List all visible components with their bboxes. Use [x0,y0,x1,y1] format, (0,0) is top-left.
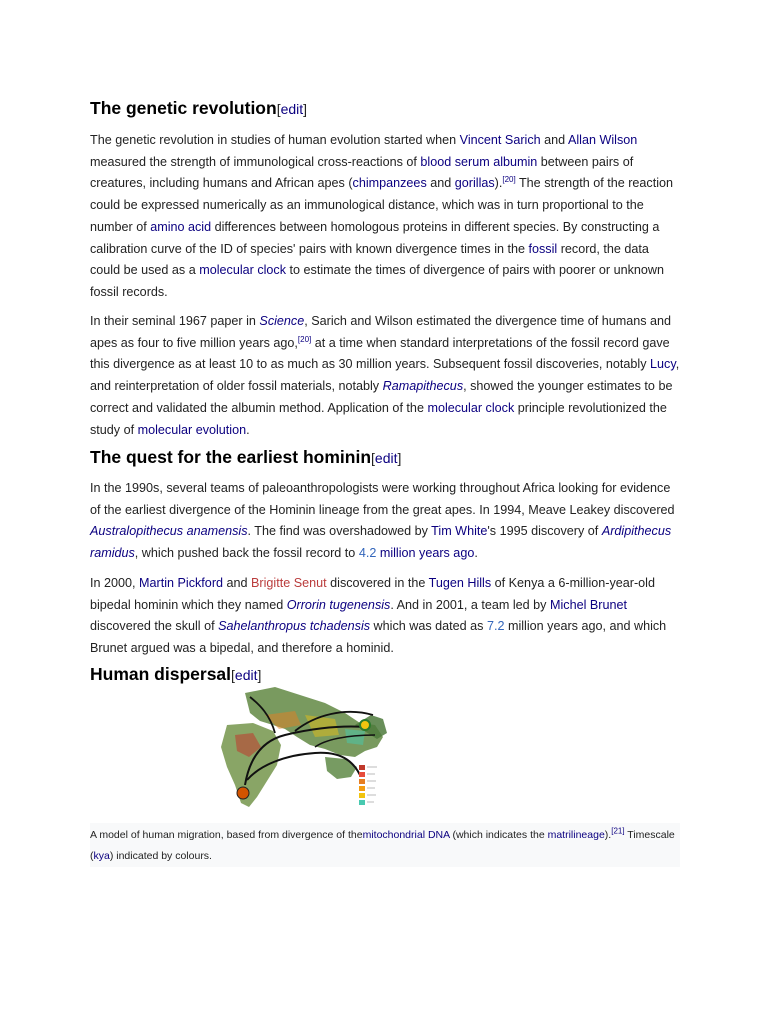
figure-caption: A model of human migration, based from divergence of themitochondrial DNA (which indicates the matrilineage).[21] Timescale (kya) indicated by colours. [90,823,680,867]
link-blood-serum-albumin[interactable]: blood serum albumin [420,154,538,169]
link-molecular-clock[interactable]: molecular clock [427,400,515,415]
reference-20[interactable]: [20] [297,334,312,344]
east-marker [360,720,370,730]
link-kya[interactable]: kya [93,850,110,862]
map-land-se-asia [325,757,357,779]
edit-section-link[interactable]: [edit] [231,667,262,683]
heading-text: The genetic revolution [90,98,277,118]
link-chimpanzees[interactable]: chimpanzees [352,176,427,191]
paragraph-quest-1: In the 1990s, several teams of paleoanthropologists were working throughout Africa looking for evidence of the earliest divergence of the Hominin lineage from the great apes. In 1994, Meave Leakey discovered Australopithecus anamensis. The find was overshadowed by Tim White's 1995 discovery of Ardipithecus ramidus, which pushed back the fossil record to 4.2 million years ago. [90,481,675,561]
link-australopithecus-anamensis[interactable]: Australopithecus anamensis [90,524,248,539]
legend-swatch-3 [359,779,365,784]
link-tim-white[interactable]: Tim White [431,524,488,539]
edit-section-link[interactable]: [edit] [371,450,402,466]
link-ardipithecus-ramidus[interactable]: Ardipithecus ramidus [90,524,672,561]
link-sahelanthropus-tchadensis[interactable]: Sahelanthropus tchadensis [218,619,371,634]
legend-swatch-5 [359,793,365,798]
section-heading-human-dispersal [90,663,261,686]
paragraph-genetic-2: In their seminal 1967 paper in Science, Sarich and Wilson estimated the divergence time of humans and apes as four to five million years ago,[20] at a time when standard interpretations of the fossil record gave this divergence as at least 10 to as much as 30 million years. Subsequent fossil discoveries, notably Lucy, and reinterpretation of older fossil materials, notably Ramapithecus, showed the younger estimates to be correct and validated the albumin method. Application of the molecular clock principle revolutionized the study of molecular evolution. [90,314,680,437]
link-million-years-ago[interactable]: million years ago [379,546,475,561]
link-4-2[interactable]: 4.2 [358,546,377,561]
link-allan-wilson[interactable]: Allan Wilson [567,133,638,147]
migration-map-image[interactable] [205,685,390,820]
section-heading-earliest-hominin [90,446,401,469]
link-martin-pickford[interactable]: Martin Pickford [139,576,224,590]
link-ramapithecus[interactable]: Ramapithecus [382,379,464,394]
legend-swatch-4 [359,786,365,791]
link-gorillas[interactable]: gorillas [454,176,495,191]
link-tugen-hills[interactable]: Tugen Hills [428,576,492,590]
heading-text: The quest for the earliest hominin [90,447,372,467]
legend-swatch-2 [359,772,365,777]
paragraph-genetic-1: The genetic revolution in studies of human evolution started when Vincent Sarich and Allan Wilson measured the strength of immunological cross-reactions of blood serum albumin between pairs of creatures, including humans and African apes (chimpanzees and gorillas).[20] The strength of the reaction could be expressed numerically as an immunological distance, which was in turn proportional to the number of amino acid differences between homologous proteins in different species. By constructing a calibration curve of the ID of species' pairs with known divergence times in the fossil record, the data could be used as a molecular clock to estimate the times of divergence of pairs with poorer or unknown fossil records. [90,133,674,299]
migration-map-icon [205,685,390,820]
heading-text: Human dispersal [90,664,232,684]
link-orrorin-tugenensis[interactable]: Orrorin tugenensis [286,597,391,612]
reference-21[interactable]: [21] [611,826,625,836]
link-science[interactable]: Science [259,314,305,328]
link-vincent-sarich[interactable]: Vincent Sarich [459,133,541,147]
legend-swatch-6 [359,800,365,805]
link-lucy[interactable]: Lucy [650,357,676,372]
section-heading-genetic-revolution [90,97,307,120]
legend-swatch-1 [359,765,365,770]
origin-marker [237,787,249,799]
link-molecular-clock[interactable]: molecular clock [199,263,287,278]
link-amino-acid[interactable]: amino acid [150,219,212,234]
link-fossil[interactable]: fossil [528,241,558,256]
paragraph-quest-2: In 2000, Martin Pickford and Brigitte Senut discovered in the Tugen Hills of Kenya a 6-million-year-old bipedal hominin which they named Orrorin tugenensis. And in 2001, a team led by Michel Brunet discovered the skull of Sahelanthropus tchadensis which was dated as 7.2 million years ago, and which Brunet argued was a bipedal, and therefore a hominid. [90,576,667,656]
link-matrilineage[interactable]: matrilineage [547,829,605,841]
link-brigitte-senut[interactable]: Brigitte Senut [251,576,327,590]
link-molecular-evolution[interactable]: molecular evolution [137,422,247,437]
link-7-2[interactable]: 7.2 [486,619,505,634]
link-mitochondrial-dna[interactable]: mitochondrial DNA [362,829,450,841]
reference-20[interactable]: [20] [502,175,516,185]
link-michel-brunet[interactable]: Michel Brunet [549,597,627,612]
edit-section-link[interactable]: [edit] [276,101,308,117]
